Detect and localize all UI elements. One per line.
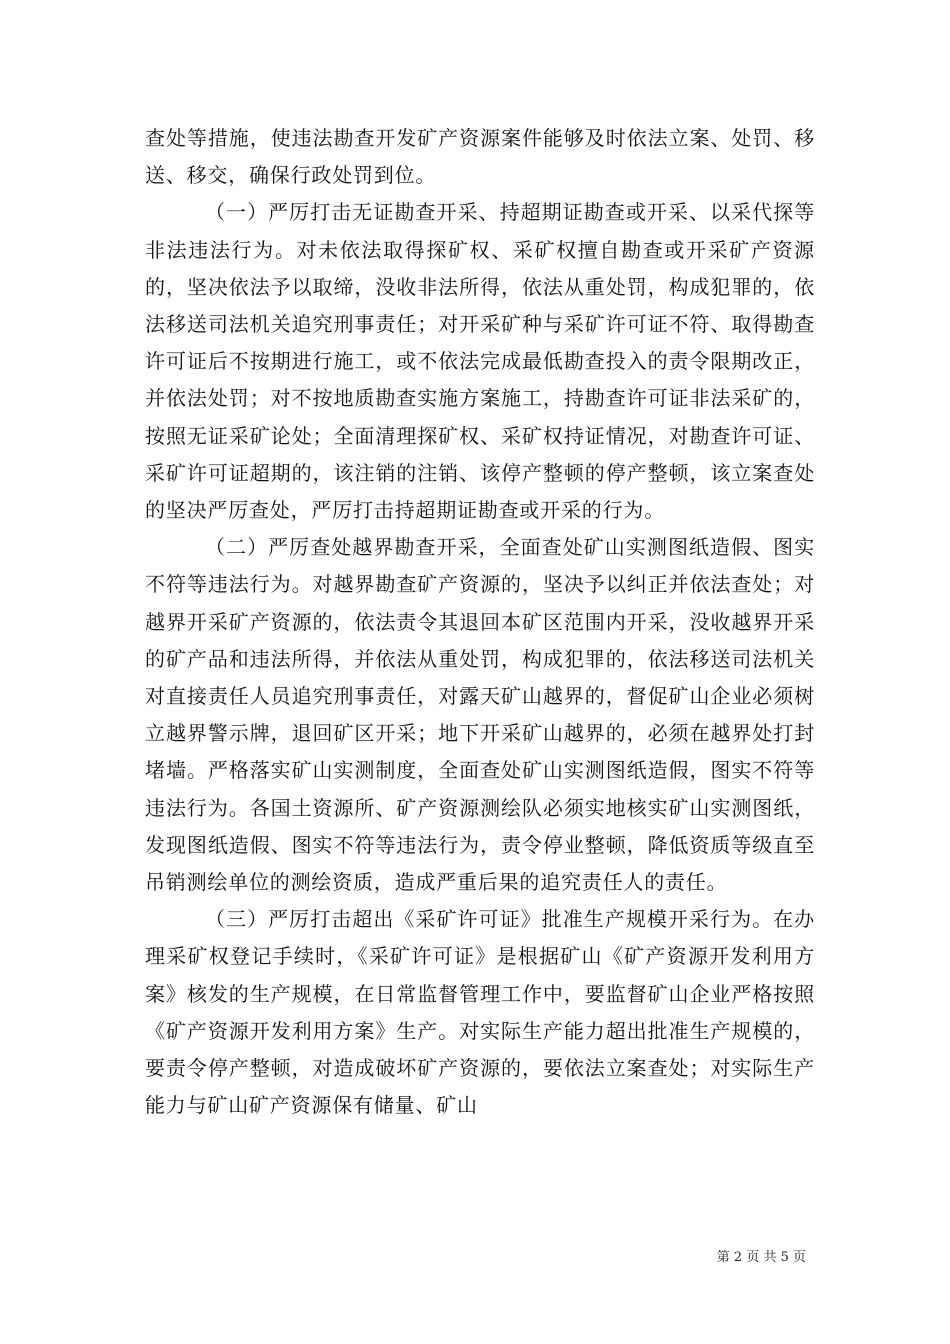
document-body [145, 120, 815, 1124]
paragraph-section-2: （二）严厉查处越界勘查开采，全面查处矿山实测图纸造假、图实不符等违法行为。对越界勘查矿产资源的，坚决予以纠正并依法查处；对越界开采矿产资源的，依法责令其退回本矿区范围内开采，没收越界开采的矿产品和违法所得，并依法从重处罚，构成犯罪的，依法移送司法机关对直接责任人员追究刑事责任，对露天矿山越界的，督促矿山企业必须树立越界警示牌，退回矿区开采；地下开采矿山越界的，必须在越界处打封堵墙。严格落实矿山实测制度，全面查处矿山实测图纸造假，图实不符等违法行为。各国土资源所、矿产资源测绘队必须实地核实矿山实测图纸，发现图纸造假、图实不符等违法行为，责令停业整顿，降低资质等级直至吊销测绘单位的测绘资质，造成严重后果的追究责任人的责任。 [145, 535, 815, 895]
paragraph-continued: 查处等措施，使违法勘查开发矿产资源案件能够及时依法立案、处罚、移送、移交，确保行政处罚到位。 [145, 126, 815, 188]
paragraph-section-1: （一）严厉打击无证勘查开采、持超期证勘查或开采、以采代探等非法违法行为。对未依法取得探矿权、采矿权擅自勘查或开采矿产资源的，坚决依法予以取缔，没收非法所得，依法从重处罚，构成犯罪的，依法移送司法机关追究刑事责任；对开采矿种与采矿许可证不符、取得勘查许可证后不按期进行施工，或不依法完成最低勘查投入的责令限期改正，并依法处罚；对不按地质勘查实施方案施工，持勘查许可证非法采矿的，按照无证采矿论处；全面清理探矿权、采矿权持证情况，对勘查许可证、采矿许可证超期的，该注销的注销、该停产整顿的停产整顿，该立案查处的坚决严厉查处，严厉打击持超期证勘查或开采的行为。 [145, 200, 815, 523]
page-number-footer: 第 2 页 共 5 页 [716, 1250, 806, 1265]
paragraph-section-3: （三）严厉打击超出《采矿许可证》批准生产规模开采行为。在办理采矿权登记手续时，《采矿许可证》是根据矿山《矿产资源开发利用方案》核发的生产规模，在日常监督管理工作中，要监督矿山企业严格按照《矿产资源开发利用方案》生产。对实际生产能力超出批准生产规模的，要责令停产整顿，对造成破坏矿产资源的，要依法立案查处；对实际生产能力与矿山矿产资源保有储量、矿山 [145, 907, 815, 1118]
